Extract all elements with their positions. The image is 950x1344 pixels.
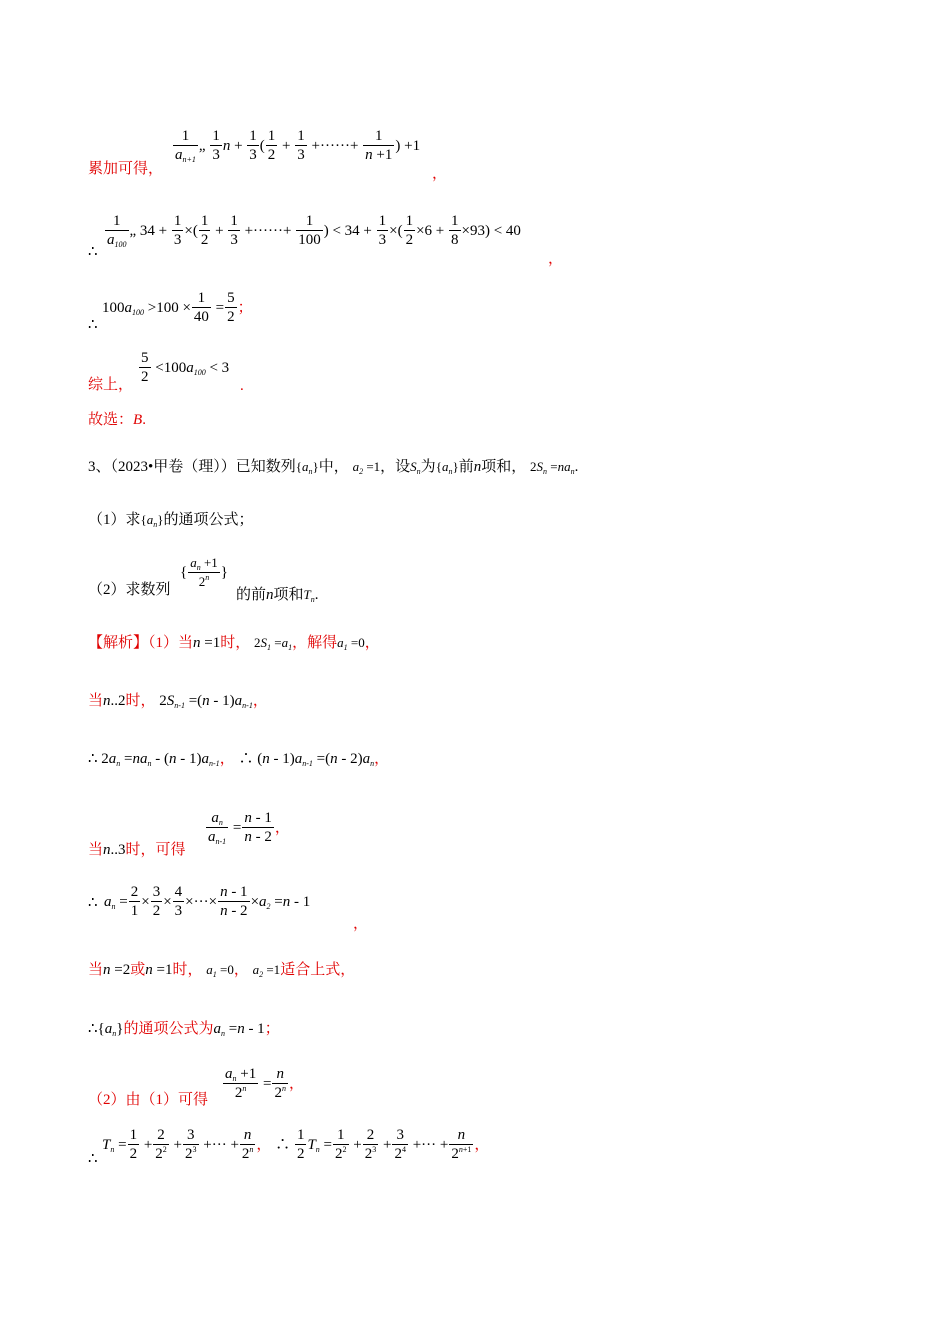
answer-choice: B	[133, 412, 143, 428]
formula-tn: $T_n$ = $\frac{1}{2}$ + $\frac{2}{2^2}$ + $\frac{3}{2^3}$ +··· + $\frac{n}{2^n}$ ， ∴ $\frac{1}{2}$ $T_n$ = $\frac{1}{2^2}$ + $\frac{2}{2^3}$ + $\frac{3}{2^4}$ +··· + $\frac{n}{2^{n+1}}$ ，	[102, 1127, 490, 1163]
line-therefore-1: ∴	[88, 244, 98, 260]
formula-sum: $\frac{1}{a_{n+1}}$ „ $\frac{1}{3}$ n + $\frac{1}{3}$ ( $\frac{1}{2}$ + $\frac{1}{3}$ +······+ $\frac{1}{n +1}$ ) +1	[175, 128, 421, 165]
line-sum-tail: ，	[432, 166, 448, 182]
solution-line-4: 当n..3时，可得	[88, 842, 186, 858]
formula-product-tail: ，	[353, 916, 369, 932]
line-conclusion: 综上，	[88, 377, 134, 393]
line-sum-label: 累加可得，	[88, 161, 164, 177]
formula-ratio: $\frac{a_n}{a_{n-1}}$ = $\frac{n - 1}{n - 2}$ ，	[208, 810, 290, 847]
formula-conclusion: $\frac{5}{2}$ $<100a_{100} < 3$	[141, 350, 230, 386]
line-therefore-2: ∴	[88, 317, 98, 333]
question-3-part-1: （1）求$\{a_n\}$的通项公式；	[88, 512, 254, 529]
solution-tag: 【解析】	[88, 635, 149, 651]
formula-lower: $100a_{100} >100$ × $\frac{1}{40}$ = $\frac{5}{2}$ ；	[102, 290, 253, 326]
question-3-part-2-tail: 的前n项和$T_n$.	[236, 587, 319, 604]
solution-line-7: $\therefore\{a_n\}$的通项公式为$a_n =n - 1$；	[88, 1021, 280, 1038]
formula-bound: $\frac{1}{a_{100}}$ „ 34 + $\frac{1}{3}$ ×( $\frac{1}{2}$ + $\frac{1}{3}$ +······+ $\frac{1}{100}$ ) < 34 + $\frac{1}{3}$ ×( $\frac{1}{2}$ ×6 + $\frac{1}{8}$ ×93) < 40	[107, 213, 521, 250]
line-conclusion-tail: .	[240, 378, 244, 394]
formula-product: $a_n$ = $\frac{2}{1}$ × $\frac{3}{2}$ × $\frac{4}{3}$ ×···× $\frac{n - 1}{n - 2}$ $\times a_2 =n - 1$	[104, 884, 311, 920]
line-answer: 故选：B.	[88, 412, 146, 428]
solution-line-2: 当n..2时， $2S_{n-1} =(n - 1)a_{n-1}$，	[88, 693, 268, 710]
line-bound-tail: ，	[548, 251, 564, 267]
solution-line-9: ∴	[88, 1151, 98, 1167]
question-3-part-2: （2）求数列	[88, 582, 171, 598]
solution-line-8: （2）由（1）可得	[88, 1092, 209, 1108]
solution-line-3: ∴ $2a_n =na_n - (n - 1)a_{n-1}$， ∴ $(n - 1)a_{n-1} =(n - 2)a_n$，	[88, 751, 390, 768]
solution-line-1: 【解析】（1）当n =1时， $2S_1 =a_1$，解得$a_1 =0$，	[88, 635, 380, 652]
solution-line-6: 当n =2或n =1时， $a_1 =0$， $a_2 =1$适合上式，	[88, 962, 356, 979]
formula-term: $\frac{a_n +1}{2^n}$ = $\frac{n}{2^n}$ ，	[225, 1066, 304, 1102]
formula-seq: { $\frac{a_n +1}{2^n}$ }	[180, 555, 228, 590]
solution-line-5: ∴	[88, 895, 98, 911]
question-3: 3、（2023•甲卷（理））已知数列$\{a_n\}$中， $a_2 =1$，设$S_n$为$\{a_n\}$前n项和， $2S_n =na_n$.	[88, 459, 579, 476]
